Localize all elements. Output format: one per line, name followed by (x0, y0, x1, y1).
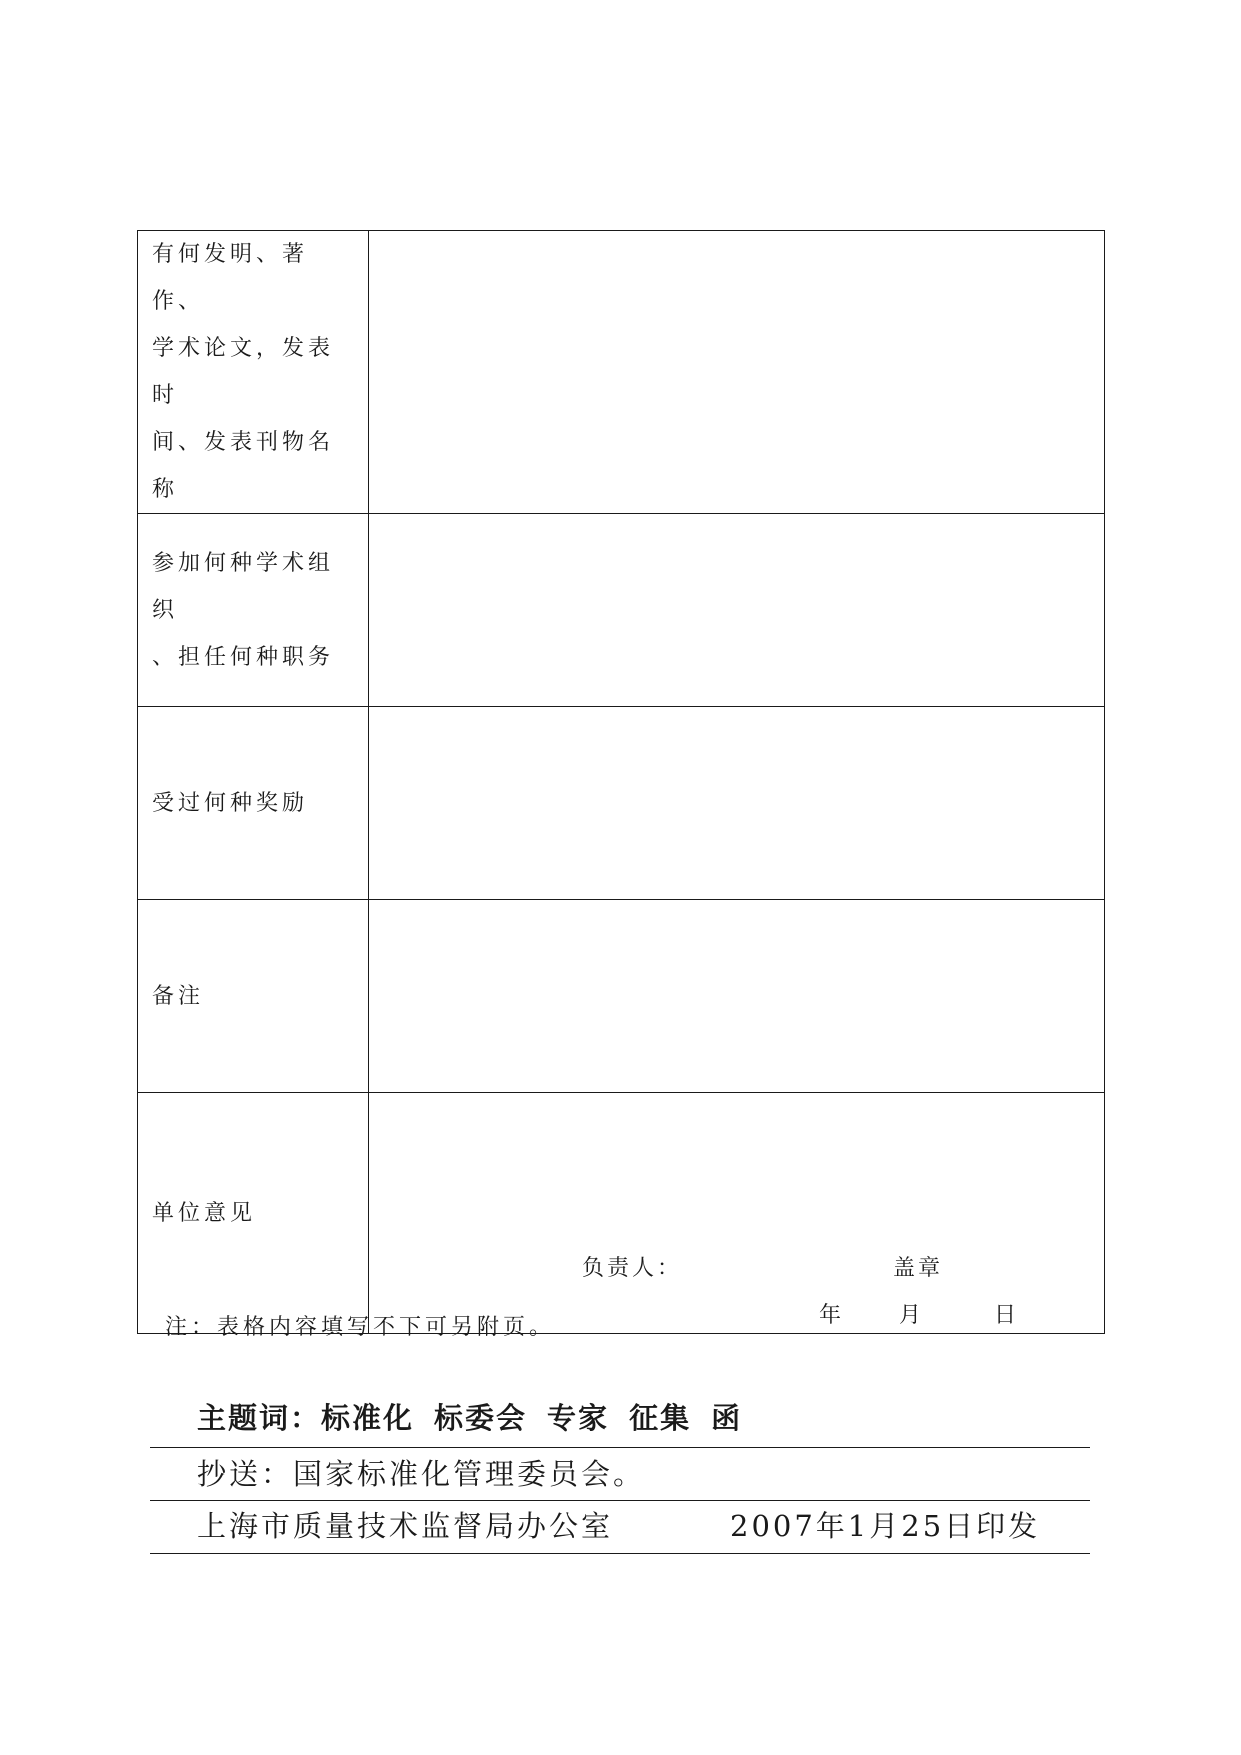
table-row-organizations (138, 514, 1105, 707)
table-row-remarks (138, 900, 1105, 1093)
label-remarks (138, 900, 369, 1093)
divider (150, 1500, 1090, 1501)
application-form-table (137, 230, 1105, 1334)
label-line: 有何发明、著作、 (152, 242, 309, 314)
responsible-person-label: 负责人： (582, 1256, 683, 1281)
label-awards (138, 707, 369, 900)
divider (150, 1553, 1090, 1554)
issue-date: 2007年1月25日印发 (730, 1509, 1041, 1543)
label-publications (138, 231, 369, 514)
value-unit-opinion[interactable] (369, 1093, 1105, 1334)
table-note: 注：表格内容填写不下可另附页。 (165, 1315, 556, 1340)
year-label: 年 (819, 1303, 845, 1328)
subject-keywords (197, 1396, 762, 1437)
label-line: 参加何种学术组织 (152, 550, 335, 623)
table-row-awards (138, 707, 1105, 900)
value-publications[interactable] (369, 231, 1105, 514)
table-row-publications (138, 231, 1105, 514)
subject-prefix: 主题词： (197, 1401, 322, 1435)
month-label: 月 (899, 1303, 925, 1328)
label-line: 受过何种奖励 (152, 790, 309, 816)
seal-label: 盖章 (893, 1256, 944, 1281)
label-line: 单位意见 (152, 1200, 257, 1226)
value-remarks[interactable] (369, 900, 1105, 1093)
value-organizations[interactable] (369, 514, 1105, 707)
subject-keyword: 标委会 (434, 1401, 528, 1435)
label-line: 间、发表刊物名称 (152, 430, 335, 502)
issuer: 上海市质量技术监督局办公室 (197, 1509, 614, 1543)
day-label: 日 (994, 1303, 1020, 1328)
table-row-unit-opinion (138, 1093, 1105, 1334)
label-organizations (138, 514, 369, 707)
label-line: 备注 (152, 983, 205, 1009)
subject-keyword: 征集 (629, 1401, 692, 1435)
subject-keyword: 函 (711, 1401, 743, 1435)
label-line: 、担任何种职务 (152, 644, 335, 670)
subject-keyword: 标准化 (321, 1401, 415, 1435)
cc-line: 抄送：国家标准化管理委员会。 (197, 1457, 646, 1491)
divider (150, 1447, 1090, 1448)
label-line: 学术论文，发表时 (152, 336, 335, 408)
label-unit-opinion (138, 1093, 369, 1334)
subject-keyword: 专家 (547, 1401, 610, 1435)
value-awards[interactable] (369, 707, 1105, 900)
